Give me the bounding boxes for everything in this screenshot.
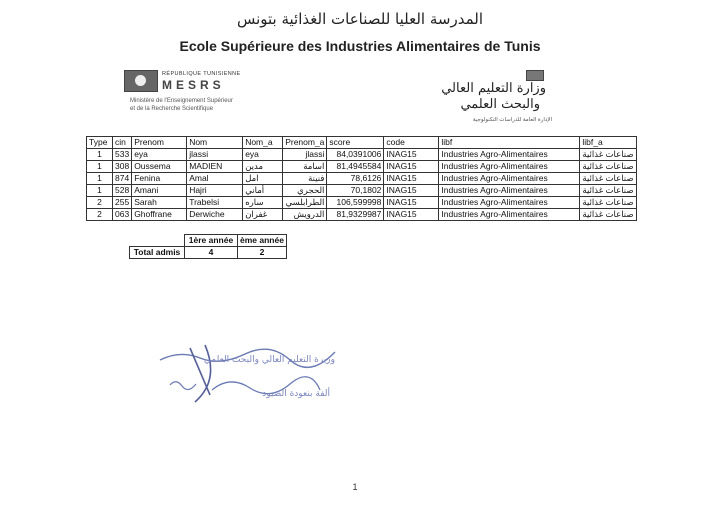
cell-cin: 308: [113, 161, 132, 173]
cell-score: 106,599998: [327, 197, 384, 209]
table-row: [87, 149, 637, 161]
cell-nom: Amal: [187, 173, 243, 185]
cell-prenom: eya: [132, 149, 187, 161]
cell-code: INAG15: [384, 161, 439, 173]
cell-cin: 255: [113, 197, 132, 209]
cell-nom: Hajri: [187, 185, 243, 197]
col-header-score: score: [327, 137, 384, 149]
cell-prenom-a: الطرابلسي: [283, 197, 327, 209]
summary-row-label: Total admis: [130, 247, 185, 259]
page-number: 1: [352, 482, 358, 492]
ministry-line-2: et de la Recherche Scientifique: [130, 106, 214, 112]
col-header-libf: libf: [439, 137, 580, 149]
table-header-row: [87, 137, 637, 149]
summary-col-2: ème année: [238, 235, 287, 247]
cell-score: 84,0391006: [327, 149, 384, 161]
cell-nom: Trabelsi: [187, 197, 243, 209]
cell-prenom-a: اسامة: [283, 161, 327, 173]
stamp-line-2: ألفة بنعودة الصيود: [262, 389, 330, 399]
cell-type: 2: [87, 197, 113, 209]
cell-prenom-a: jlassi: [283, 149, 327, 161]
cell-nom: jlassi: [187, 149, 243, 161]
cell-score: 70,1802: [327, 185, 384, 197]
cell-libf-a: صناعات غذائية: [580, 149, 636, 161]
mesrs-acronym: MESRS: [162, 78, 225, 92]
signature-drawing: [150, 340, 350, 410]
signature-stamp: [150, 340, 350, 410]
tunisia-flag-icon: [124, 70, 158, 92]
cell-nom-a: غفران: [243, 209, 283, 221]
cell-prenom: Fenina: [132, 173, 187, 185]
republic-label: RÉPUBLIQUE TUNISIENNE: [162, 71, 241, 77]
cell-libf: Industries Agro-Alimentaires: [439, 197, 580, 209]
cell-prenom: Amani: [132, 185, 187, 197]
header-title-fr: Ecole Supérieure des Industries Alimentaires de Tunis: [179, 38, 541, 54]
table-row: [87, 185, 637, 197]
col-header-nom: Nom: [187, 137, 243, 149]
cell-libf-a: صناعات غذائية: [580, 209, 636, 221]
cell-cin: 063: [113, 209, 132, 221]
cell-nom: Derwiche: [187, 209, 243, 221]
summary-val-1: 4: [185, 247, 238, 259]
cell-nom: MADIEN: [187, 161, 243, 173]
summary-total-row: [130, 247, 287, 259]
cell-code: INAG15: [384, 185, 439, 197]
cell-prenom: Ghoffrane: [132, 209, 187, 221]
cell-libf-a: صناعات غذائية: [580, 197, 636, 209]
col-header-libf-a: libf_a: [580, 137, 636, 149]
cell-libf: Industries Agro-Alimentaires: [439, 209, 580, 221]
table-row: [87, 161, 637, 173]
cell-code: INAG15: [384, 173, 439, 185]
cell-type: 2: [87, 209, 113, 221]
cell-prenom: Sarah: [132, 197, 187, 209]
table-row: [87, 209, 637, 221]
cell-score: 78,6126: [327, 173, 384, 185]
cell-prenom: Oussema: [132, 161, 187, 173]
ministry-line-1: Ministère de l'Enseignement Supérieur: [130, 98, 233, 104]
ministry-ar-line-2: والبحث العلمي: [460, 97, 540, 112]
cell-cin: 528: [113, 185, 132, 197]
cell-libf-a: صناعات غذائية: [580, 185, 636, 197]
table-body: [87, 149, 637, 221]
cell-nom-a: أماني: [243, 185, 283, 197]
cell-type: 1: [87, 149, 113, 161]
summary-blank-cell: [130, 235, 185, 247]
col-header-type: Type: [87, 137, 113, 149]
stamp-line-1: وزيرة التعليم العالي والبحث العلمي: [203, 355, 335, 365]
ministry-ar-line-1: وزارة التعليم العالي: [441, 81, 546, 96]
cell-score: 81,9329987: [327, 209, 384, 221]
cell-code: INAG15: [384, 149, 439, 161]
cell-libf: Industries Agro-Alimentaires: [439, 173, 580, 185]
ministry-arabic-logo: [441, 70, 554, 126]
col-header-code: code: [384, 137, 439, 149]
col-header-prenom: Prenom: [132, 137, 187, 149]
table-row: [87, 173, 637, 185]
cell-nom-a: امل: [243, 173, 283, 185]
cell-prenom-a: الدرويش: [283, 209, 327, 221]
flag-icon: [526, 70, 544, 81]
summary-header-row: [130, 235, 287, 247]
cell-type: 1: [87, 185, 113, 197]
cell-cin: 874: [113, 173, 132, 185]
cell-prenom-a: الحجري: [283, 185, 327, 197]
cell-score: 81,4945584: [327, 161, 384, 173]
summary-col-1: 1ère année: [185, 235, 238, 247]
cell-code: INAG15: [384, 209, 439, 221]
summary-table: [129, 234, 287, 259]
ministry-ar-line-3: الإدارة العامة للدراسات التكنولوجية: [472, 117, 552, 123]
cell-type: 1: [87, 173, 113, 185]
cell-libf: Industries Agro-Alimentaires: [439, 149, 580, 161]
header-title-ar: المدرسة العليا للصناعات الغذائية بتونس: [236, 10, 484, 28]
cell-nom-a: مدين: [243, 161, 283, 173]
col-header-prenom-a: Prenom_a: [283, 137, 327, 149]
cell-nom-a: ساره: [243, 197, 283, 209]
cell-code: INAG15: [384, 197, 439, 209]
cell-libf: Industries Agro-Alimentaires: [439, 185, 580, 197]
cell-cin: 533: [113, 149, 132, 161]
admissions-table: [86, 136, 637, 221]
cell-nom-a: eya: [243, 149, 283, 161]
mesrs-logo: [124, 70, 294, 120]
col-header-cin: cin: [113, 137, 132, 149]
summary-val-2: 2: [238, 247, 287, 259]
cell-libf-a: صناعات غذائية: [580, 161, 636, 173]
table-row: [87, 197, 637, 209]
cell-type: 1: [87, 161, 113, 173]
col-header-nom-a: Nom_a: [243, 137, 283, 149]
cell-libf-a: صناعات غذائية: [580, 173, 636, 185]
cell-prenom-a: فنينة: [283, 173, 327, 185]
cell-libf: Industries Agro-Alimentaires: [439, 161, 580, 173]
